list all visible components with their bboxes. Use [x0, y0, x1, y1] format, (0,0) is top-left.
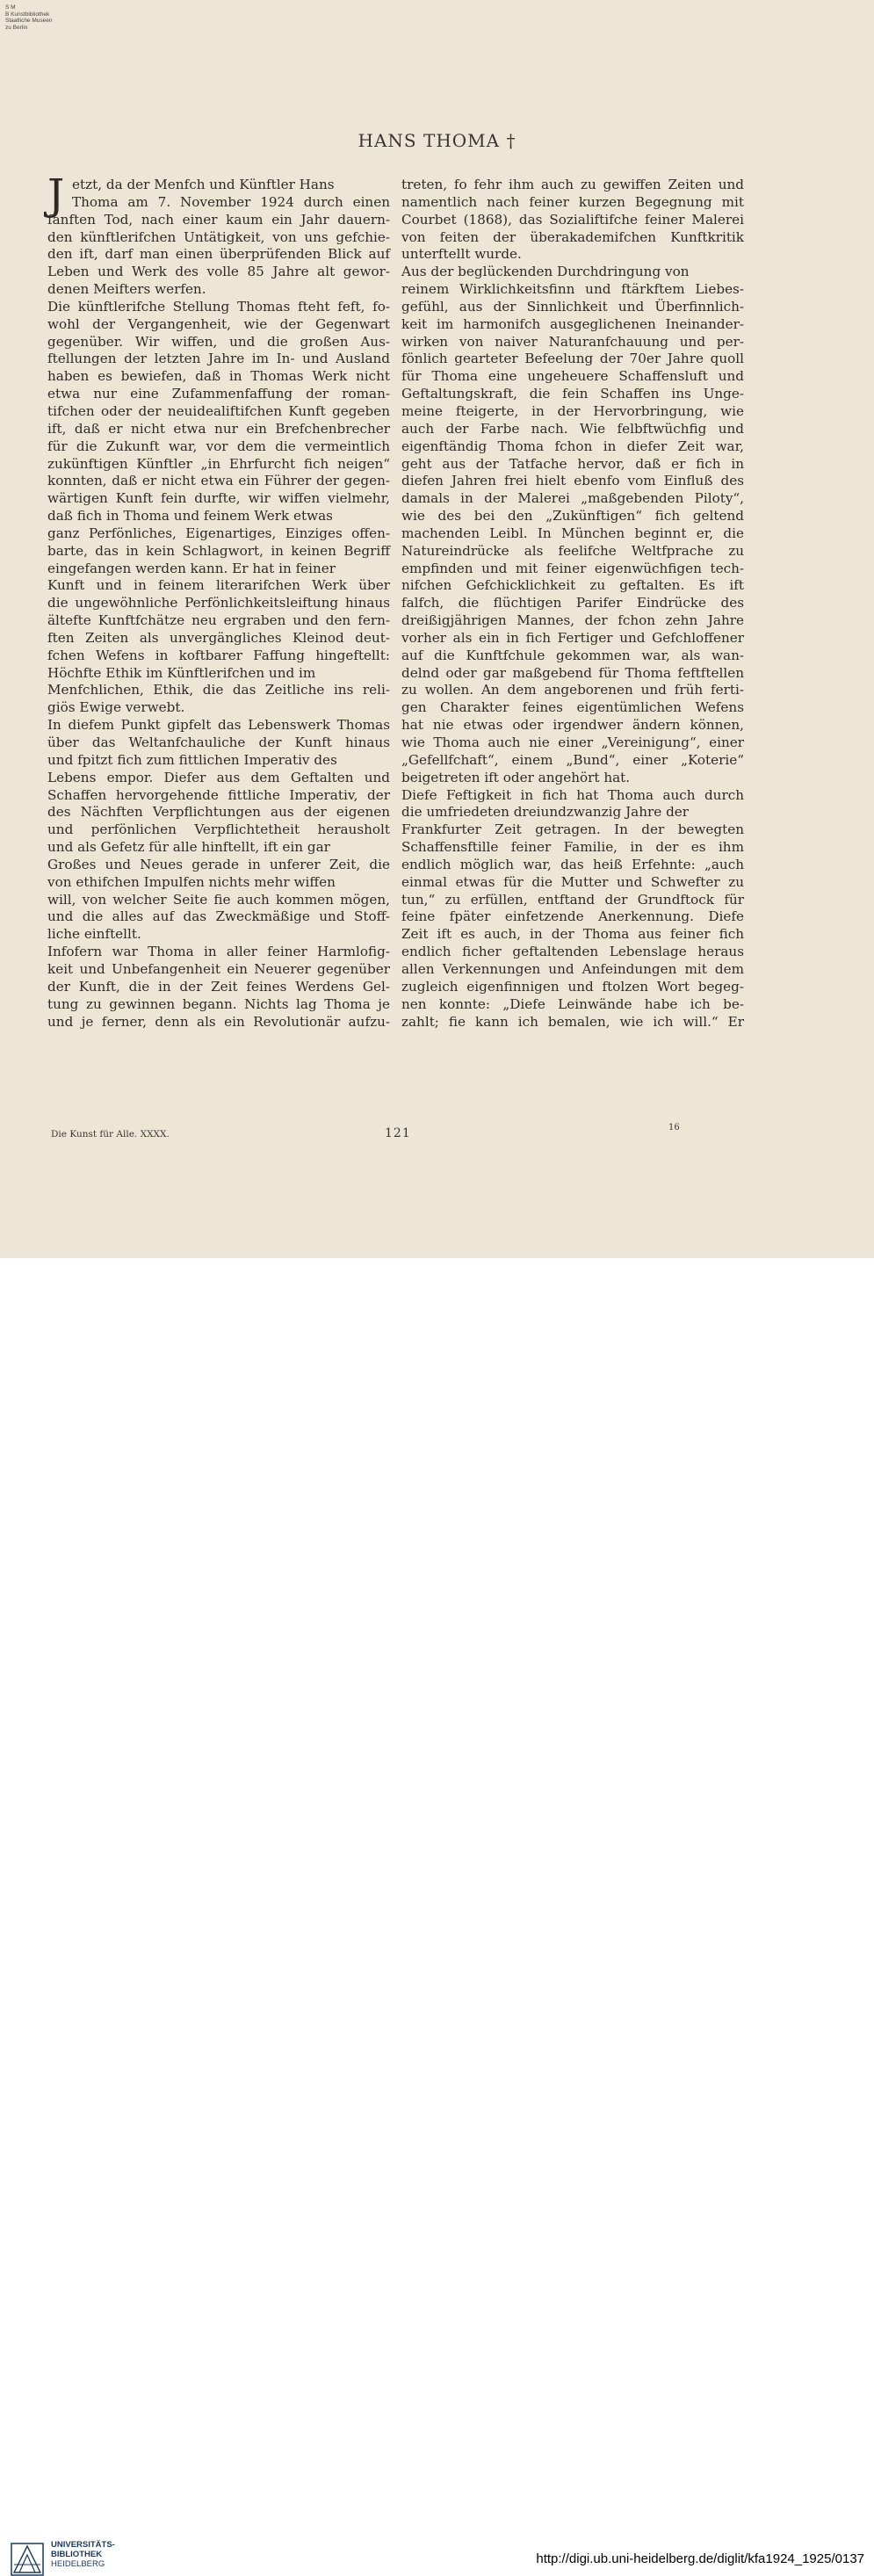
text-line: Zeit ift es auch, in der Thoma aus feiner fich: [401, 926, 744, 943]
permalink-url[interactable]: http://digi.ub.uni-heidelberg.de/diglit/kfa1924_1925/0137: [536, 2551, 864, 2566]
text-line: haben es bewiefen, daß in Thomas Werk nicht: [47, 368, 390, 385]
text-line: falfch, die flüchtigen Parifer Eindrücke des: [401, 595, 744, 611]
text-line: fanften Tod, nach einer kaum ein Jahr dauern-: [47, 211, 390, 228]
university-library-logo-icon: [11, 2543, 44, 2576]
text-line: und als Gefetz für alle hinftellt, ift ein gar: [47, 839, 330, 856]
stamp-line: S M: [5, 4, 16, 11]
text-line: treten, fo fehr ihm auch zu gewiffen Zeiten und: [401, 177, 744, 192]
text-line: ftellungen der letzten Jahre im In- und Ausland: [47, 351, 390, 367]
text-line: etwa nur eine Zufammenfaffung der roman-: [47, 386, 390, 402]
text-line: etzt, da der Menfch und Künftler Hans: [72, 177, 335, 192]
viewer-footer-bar: [0, 1258, 874, 2569]
text-line: keit und Unbefangenheit ein Neuerer gegenüber: [47, 960, 390, 977]
scanned-page: [0, 0, 874, 1258]
text-line: ältefte Kunftfchätze neu ergraben und den fern-: [47, 612, 390, 629]
text-line: Die künftlerifche Stellung Thomas fteht feft, fo-: [47, 298, 390, 315]
text-line: und perfönlichen Verpflichtetheit herausholt: [47, 821, 390, 838]
text-line: Thoma am 7. November 1924 durch einen: [72, 193, 390, 210]
drop-cap: J: [47, 170, 65, 220]
text-line: gen Charakter feines eigentümlichen Wefens: [401, 699, 744, 716]
text-line: Geftaltungskraft, die fein Schaffen ins Unge-: [401, 386, 744, 402]
text-line: empfinden und mit feiner eigenwüchfigen tech-: [401, 560, 744, 576]
text-line: Schaffen hervorgehende fittliche Imperativ, der: [47, 786, 390, 803]
text-line: des Nächften Verpflichtungen aus der eigenen: [47, 804, 390, 821]
text-line: den künftlerifchen Untätigkeit, von uns gefchie-: [47, 228, 390, 245]
text-line: für Thoma eine ungeheuere Schaffensluft und: [401, 368, 744, 385]
left-column: [47, 177, 390, 1031]
stamp-line: zu Berlin: [5, 24, 28, 31]
text-line: den ift, darf man einen überprüfenden Blick auf: [47, 246, 390, 263]
text-line: liche einftellt.: [47, 926, 141, 943]
text-line: damals in der Malerei „maßgebenden Piloty“,: [401, 490, 744, 507]
text-line: tifchen oder der neuidealiftifchen Kunft gegeben: [47, 402, 390, 419]
text-line: Frankfurter Zeit getragen. In der bewegten: [401, 821, 744, 838]
text-line: einmal etwas für die Mutter und Schwefter zu: [401, 873, 744, 890]
text-line: und die alles auf das Zweckmäßige und Stoff-: [47, 908, 390, 925]
text-line: die ungewöhnliche Perfönlichkeitsleiftung hinaus: [47, 595, 390, 611]
text-line: geht aus der Tatfache hervor, daß er fich in: [401, 455, 744, 472]
text-line: Natureindrücke als feelifche Weltfprache zu: [401, 542, 744, 559]
text-line: meine fteigerte, in der Hervorbringung, wie: [401, 402, 744, 419]
text-line: fchen Wefens in koftbarer Faffung hingeftellt:: [47, 647, 390, 663]
text-line: zahlt; fie kann ich bemalen, wie ich will.“ Er: [401, 1013, 744, 1030]
text-line: „Gefellfchaft“, einem „Bund“, einer „Koterie“: [401, 751, 744, 768]
text-line: reinem Wirklichkeitsfinn und ftärkftem Liebes-: [401, 281, 744, 298]
text-line: keit im harmonifch ausgeglichenen Ineinander-: [401, 315, 744, 332]
text-line: endlich möglich war, das heiß Erfehnte: „auch: [401, 856, 744, 872]
library-name-line: UNIVERSITÄTS-: [51, 2540, 115, 2550]
text-line: vorher als ein in fich Fertiger und Gefchloffener: [401, 629, 744, 646]
text-line: eingefangen werden kann. Er hat in feiner: [47, 560, 336, 576]
text-line: wirken von naiver Naturanfchauung und per-: [401, 333, 744, 350]
text-line: und je ferner, denn als ein Revolutionär aufzu-: [47, 1013, 390, 1030]
library-stamp: [5, 4, 52, 31]
text-line: gefühl, aus der Sinnlichkeit und Überfinnlich-: [401, 298, 744, 315]
text-line: eigenftändig Thoma fchon in diefer Zeit war,: [401, 438, 744, 454]
text-line: dreißigjährigen Mannes, der fchon zehn Jahre: [401, 612, 744, 629]
text-line: wohl der Vergangenheit, wie der Gegenwart: [47, 315, 390, 332]
text-line: diefen Jahren frei hielt ebenfo vom Einfluß des: [401, 473, 744, 489]
text-line: Infofern war Thoma in aller feiner Harmlofig-: [47, 944, 390, 960]
text-line: barte, das in kein Schlagwort, in keinen Begriff: [47, 542, 390, 559]
text-line: von feiten der überakademifchen Kunftkritik: [401, 228, 744, 245]
library-name: [51, 2540, 115, 2569]
text-line: nen konnte: „Diefe Leinwände habe ich be-: [401, 995, 744, 1012]
text-line: auch der Farbe nach. Wie felbftwüchfig und: [401, 420, 744, 437]
text-line: über das Weltanfchauliche der Kunft hinaus: [47, 734, 390, 750]
text-line: namentlich nach feiner kurzen Begegnung mit: [401, 193, 744, 210]
text-line: wie des bei den „Zukünftigen“ fich geltend: [401, 508, 744, 525]
text-line: tung zu gewinnen begann. Nichts lag Thoma je: [47, 995, 390, 1012]
text-line: giös Ewige verwebt.: [47, 699, 185, 716]
text-line: beigetreten ift oder angehört hat.: [401, 769, 631, 785]
text-line: delnd oder gar maßgebend für Thoma feftftellen: [401, 664, 744, 681]
text-line: für die Zukunft war, vor dem die vermeintlich: [47, 438, 390, 454]
article-title: HANS THOMA †: [358, 130, 516, 151]
text-line: Großes und Neues gerade in unferer Zeit, die: [47, 856, 390, 872]
text-line: konnten, daß er nicht etwa ein Führer der gegen-: [47, 473, 390, 489]
text-line: endlich ficher geftaltenden Lebenslage heraus: [401, 944, 744, 960]
text-line: Lebens empor. Diefer aus dem Geftalten und: [47, 769, 390, 785]
text-line: machenden Leibl. In München beginnt er, die: [401, 525, 744, 541]
stamp-line: Staatliche Museen: [5, 18, 53, 24]
text-line: Diefe Feftigkeit in fich hat Thoma auch durch: [401, 786, 744, 803]
text-line: allen Verkennungen und Anfeindungen mit dem: [401, 960, 744, 977]
text-line: zukünftigen Künftler „in Ehrfurcht fich neigen“: [47, 455, 390, 472]
text-line: Menfchlichen, Ethik, die das Zeitliche ins reli-: [47, 682, 390, 698]
signature-mark: 16: [668, 1123, 680, 1132]
text-line: daß fich in Thoma und feinem Werk etwas: [47, 508, 333, 525]
text-line: unterftellt wurde.: [401, 246, 522, 263]
text-line: auf die Kunftfchule gekommen war, als wan-: [401, 647, 744, 663]
stamp-line: B Kunstbibliothek: [5, 11, 50, 18]
text-line: Kunft und in feinem literarifchen Werk über: [47, 577, 390, 594]
text-line: denen Meifters werfen.: [47, 281, 206, 298]
journal-footer: Die Kunst für Alle. XXXX.: [51, 1129, 170, 1140]
right-column: [401, 177, 744, 1031]
text-line: ift, daß er nicht etwa nur ein Brefchenbrecher: [47, 420, 390, 437]
library-name-line: BIBLIOTHEK: [51, 2550, 103, 2559]
text-line: und fpitzt fich zum fittlichen Imperativ des: [47, 751, 337, 768]
library-name-line: HEIDELBERG: [51, 2559, 105, 2569]
text-line: Aus der beglückenden Durchdringung von: [401, 264, 690, 280]
text-line: feine fpäter einfetzende Anerkennung. Diefe: [401, 908, 744, 925]
text-line: hat nie etwas oder irgendwer ändern können,: [401, 717, 744, 734]
text-line: ften Zeiten als unvergängliches Kleinod deut-: [47, 629, 390, 646]
text-line: von ethifchen Impulfen nichts mehr wiffen: [47, 873, 336, 890]
text-line: die umfriedeten dreiundzwanzig Jahre der: [401, 804, 690, 821]
text-line: gegenüber. Wir wiffen, und die großen Aus-: [47, 333, 390, 350]
text-line: zu wollen. An dem angeborenen und früh ferti-: [401, 682, 744, 698]
text-line: fönlich gearteter Befeelung der 70er Jahre quoll: [401, 351, 744, 367]
text-line: Courbet (1868), das Sozialiftifche feiner Malerei: [401, 211, 744, 228]
text-line: der Kunft, die in der Zeit feines Werdens Gel-: [47, 978, 390, 995]
text-line: Leben und Werk des volle 85 Jahre alt gewor-: [47, 264, 390, 280]
text-line: wärtigen Kunft fein durfte, wir wiffen vielmehr,: [47, 490, 390, 507]
text-line: wie Thoma auch nie einer „Vereinigung“, einer: [401, 734, 744, 750]
text-line: tun,“ zu erfüllen, entftand der Grundftock für: [401, 891, 744, 908]
text-line: will, von welcher Seite fie auch kommen mögen,: [47, 891, 390, 908]
text-line: ganz Perfönliches, Eigenartiges, Einziges offen-: [47, 525, 390, 541]
text-line: nifchen Gefchicklichkeit zu geftalten. Es ift: [401, 577, 744, 594]
text-line: Schaffensftille feiner Familie, in der es ihm: [401, 839, 744, 856]
page-number: 121: [385, 1126, 411, 1140]
text-line: Höchfte Ethik im Künftlerifchen und im: [47, 664, 316, 681]
text-line: zugleich eigenfinnigen und ftolzen Wort begeg-: [401, 978, 744, 995]
text-line: In diefem Punkt gipfelt das Lebenswerk Thomas: [47, 717, 390, 734]
